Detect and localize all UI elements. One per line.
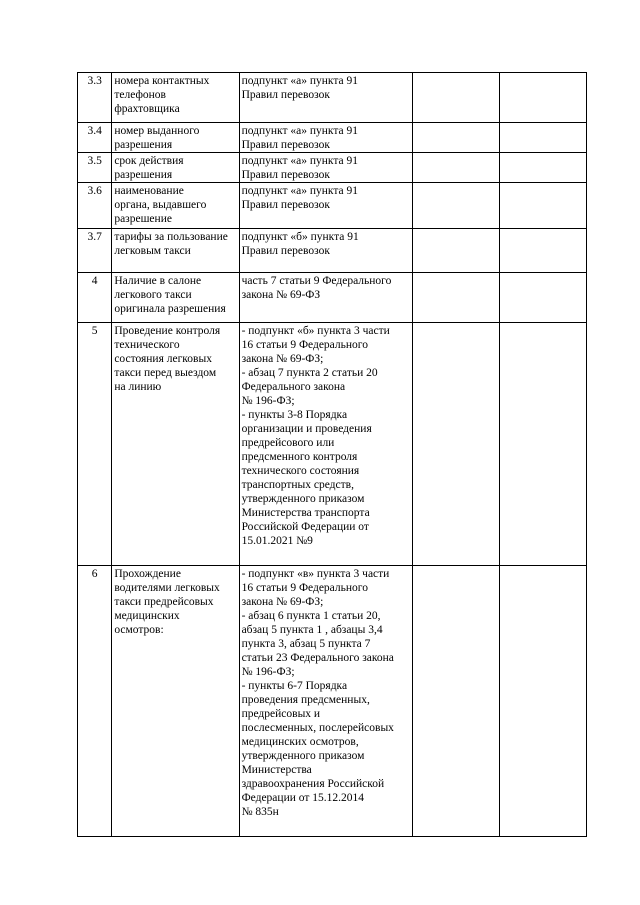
empty-cell — [500, 273, 587, 323]
table-row — [78, 153, 587, 183]
empty-cell — [500, 229, 587, 273]
legal-reference: подпункт «б» пункта 91 Правил перевозок — [239, 229, 413, 273]
legal-reference: подпункт «а» пункта 91 Правил перевозок — [239, 153, 413, 183]
empty-cell — [500, 183, 587, 229]
empty-cell — [413, 323, 500, 566]
empty-cell — [500, 566, 587, 837]
empty-cell — [413, 153, 500, 183]
row-number: 3.4 — [78, 123, 112, 153]
legal-reference: подпункт «а» пункта 91 Правил перевозок — [239, 73, 413, 123]
requirement-text: тарифы за пользование легковым такси — [112, 229, 239, 273]
requirement-text: Наличие в салоне легкового такси оригинала разрешения — [112, 273, 239, 323]
row-number: 5 — [78, 323, 112, 566]
legal-reference: подпункт «а» пункта 91 Правил перевозок — [239, 183, 413, 229]
empty-cell — [500, 73, 587, 123]
requirement-text: Проведение контроля технического состояния легковых такси перед выездом на линию — [112, 323, 239, 566]
requirement-text: срок действия разрешения — [112, 153, 239, 183]
row-number: 6 — [78, 566, 112, 837]
table-row — [78, 566, 587, 837]
requirement-text: номера контактных телефонов фрахтовщика — [112, 73, 239, 123]
requirement-text: наименование органа, выдавшего разрешение — [112, 183, 239, 229]
table-row — [78, 229, 587, 273]
legal-reference: - подпункт «в» пункта 3 части 16 статьи 9 Федерального закона № 69-ФЗ; - абзац 6 пункта 1 статьи 20, абзац 5 пункта 1 , абзацы 3,4 пункта 3, абзац 5 пункта 7 статьи 23 Федерального закона № 196-ФЗ; - пункты 6-7 Порядка проведения предсменных, предрейсовых и послесменных, послерейсовых медицинских осмотров, утвержденного приказом Министерства здравоохранения Российской Федерации от 15.12.2014 № 835н — [239, 566, 413, 837]
row-number: 4 — [78, 273, 112, 323]
empty-cell — [500, 123, 587, 153]
checklist-table — [77, 72, 587, 837]
legal-reference: - подпункт «б» пункта 3 части 16 статьи 9 Федерального закона № 69-ФЗ; - абзац 7 пункта 2 статьи 20 Федерального закона № 196-ФЗ; - пункты 3-8 Порядка организации и проведения предрейсового или предсменного контроля технического состояния транспортных средств, утвержденного приказом Министерства транспорта Российской Федерации от 15.01.2021 №9 — [239, 323, 413, 566]
legal-reference: часть 7 статьи 9 Федерального закона № 69-ФЗ — [239, 273, 413, 323]
row-number: 3.3 — [78, 73, 112, 123]
empty-cell — [413, 273, 500, 323]
requirement-text: Прохождение водителями легковых такси предрейсовых медицинских осмотров: — [112, 566, 239, 837]
table-row — [78, 273, 587, 323]
table-row — [78, 73, 587, 123]
requirement-text: номер выданного разрешения — [112, 123, 239, 153]
empty-cell — [500, 323, 587, 566]
empty-cell — [413, 123, 500, 153]
table-row — [78, 123, 587, 153]
row-number: 3.5 — [78, 153, 112, 183]
table-row — [78, 323, 587, 566]
legal-reference: подпункт «а» пункта 91 Правил перевозок — [239, 123, 413, 153]
empty-cell — [413, 566, 500, 837]
table-row — [78, 183, 587, 229]
empty-cell — [500, 153, 587, 183]
empty-cell — [413, 183, 500, 229]
empty-cell — [413, 229, 500, 273]
row-number: 3.7 — [78, 229, 112, 273]
empty-cell — [413, 73, 500, 123]
row-number: 3.6 — [78, 183, 112, 229]
